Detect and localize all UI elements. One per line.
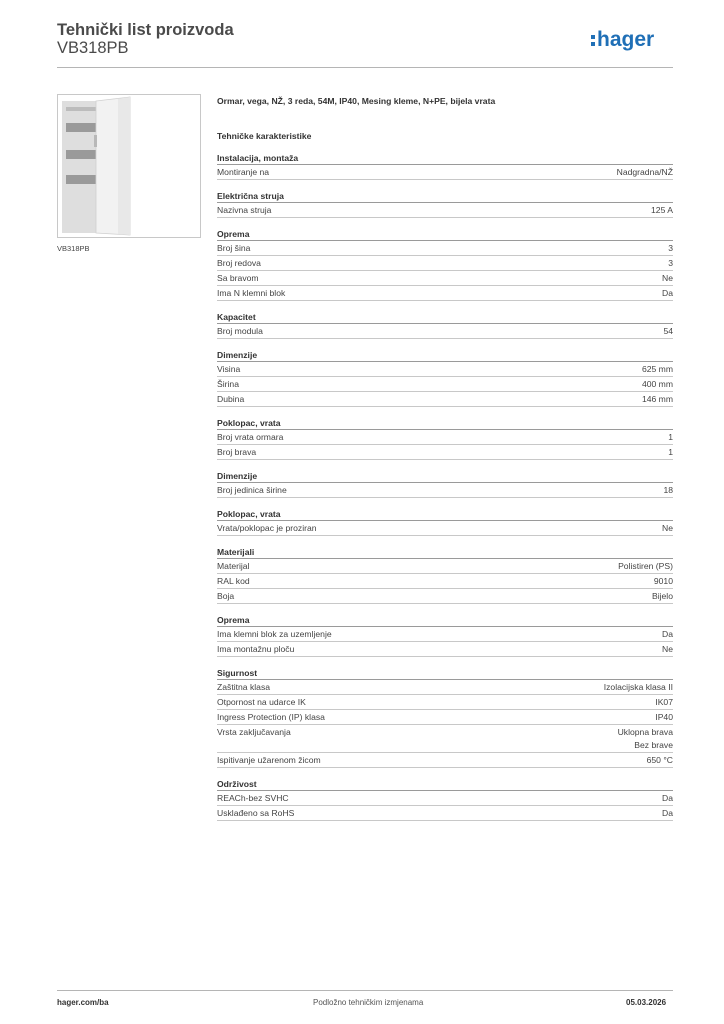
spec-row [217, 324, 673, 339]
spec-row [217, 377, 673, 392]
spec-value [668, 431, 673, 444]
spec-row [217, 241, 673, 256]
spec-value-line: Ne [662, 644, 673, 654]
spec-group-title: Sigurnost [217, 667, 673, 680]
spec-row [217, 574, 673, 589]
spec-value-line: 400 mm [641, 379, 673, 389]
spec-label: RAL kod [217, 576, 250, 586]
spec-group-title: Oprema [217, 228, 673, 241]
spec-value [662, 287, 673, 300]
spec-row [217, 680, 673, 695]
spec-label: Broj modula [217, 326, 263, 336]
spec-value [662, 272, 673, 285]
spec-value [662, 643, 673, 656]
spec-row [217, 791, 673, 806]
spec-value [668, 257, 673, 270]
spec-group [217, 349, 673, 407]
spec-value-line: 3 [668, 243, 673, 253]
spec-label: Ispitivanje užarenom žicom [217, 755, 321, 765]
spec-value [663, 325, 673, 338]
spec-value [668, 242, 673, 255]
spec-row [217, 521, 673, 536]
spec-group-title: Održivost [217, 778, 673, 791]
spec-label: Boja [217, 591, 235, 601]
spec-value [663, 484, 673, 497]
spec-label: Broj vrata ormara [217, 432, 284, 442]
spec-label: REACh-bez SVHC [217, 793, 289, 803]
spec-value-line: IP40 [655, 712, 673, 722]
spec-value-line: Izolacijska klasa II [603, 682, 673, 692]
spec-group-title: Materijali [217, 546, 673, 559]
spec-row [217, 256, 673, 271]
spec-label: Montiranje na [217, 167, 270, 177]
footer-website[interactable]: hager.com/ba [57, 998, 109, 1007]
spec-value [651, 204, 673, 217]
spec-label: Ingress Protection (IP) klasa [217, 712, 325, 722]
hager-logo [591, 25, 675, 57]
spec-label: Broj brava [217, 447, 257, 457]
spec-group-title: Električna struja [217, 190, 673, 203]
footer-divider [57, 990, 673, 991]
spec-value [642, 378, 673, 391]
spec-value-line: 54 [663, 326, 673, 336]
product-image [57, 94, 201, 238]
spec-row [217, 710, 673, 725]
spec-value [655, 696, 673, 709]
spec-label: Otpornost na udarce IK [217, 697, 306, 707]
header-divider [57, 67, 673, 68]
spec-row [217, 589, 673, 604]
spec-value [617, 166, 673, 179]
spec-row [217, 203, 673, 218]
spec-group-title: Poklopac, vrata [217, 508, 673, 521]
spec-label: Ima N klemni blok [217, 288, 286, 298]
spec-group [217, 546, 673, 604]
spec-row [217, 642, 673, 657]
spec-row [217, 483, 673, 498]
spec-value-line: 18 [663, 485, 673, 495]
spec-group [217, 614, 673, 657]
spec-value-line: Da [662, 288, 673, 298]
spec-row [217, 627, 673, 642]
spec-group [217, 190, 673, 218]
spec-label: Ima klemni blok za uzemljenje [217, 629, 332, 639]
spec-value-line: 625 mm [641, 364, 673, 374]
spec-value-line: IK07 [655, 697, 673, 707]
spec-value [662, 807, 673, 820]
spec-group [217, 470, 673, 498]
spec-value-line: 1 [668, 432, 673, 442]
spec-label: Dubina [217, 394, 245, 404]
spec-row [217, 286, 673, 301]
spec-value [662, 628, 673, 641]
product-image-caption: VB318PB [57, 244, 90, 253]
specifications [217, 94, 673, 821]
spec-value [642, 363, 673, 376]
spec-group [217, 417, 673, 460]
spec-row [217, 392, 673, 407]
spec-value-line: Bijelo [651, 591, 673, 601]
footer-date: 05.03.2026 [626, 998, 667, 1007]
spec-value [618, 560, 673, 573]
spec-value-line: 3 [668, 258, 673, 268]
spec-label: Visina [217, 364, 241, 374]
spec-value-line: 125 A [651, 205, 673, 215]
spec-label: Zaštitna klasa [217, 682, 271, 692]
spec-group [217, 778, 673, 821]
spec-group-title: Oprema [217, 614, 673, 627]
spec-row [217, 806, 673, 821]
spec-value [642, 393, 673, 406]
spec-group-title: Dimenzije [217, 470, 673, 483]
spec-value [654, 575, 673, 588]
spec-value-line: Da [662, 629, 673, 639]
spec-group-title: Instalacija, montaža [217, 152, 673, 165]
spec-value-line: Ne [662, 273, 673, 283]
spec-group [217, 228, 673, 301]
cabinet-illustration [58, 95, 200, 237]
spec-label: Vrata/poklopac je proziran [217, 523, 317, 533]
page-title: Tehnički list proizvoda [57, 21, 234, 39]
spec-label: Sa bravom [217, 273, 259, 283]
spec-row [217, 165, 673, 180]
spec-label: Nazivna struja [217, 205, 272, 215]
spec-row [217, 362, 673, 377]
spec-group-title: Poklopac, vrata [217, 417, 673, 430]
spec-label: Broj jedinica širine [217, 485, 287, 495]
spec-group [217, 152, 673, 180]
spec-row [217, 753, 673, 768]
product-description: Ormar, vega, NŽ, 3 reda, 54M, IP40, Mesing kleme, N+PE, bijela vrata [217, 96, 496, 106]
spec-value-line: 650 °C [646, 755, 673, 765]
spec-groups [217, 152, 673, 821]
spec-value-line: Bez brave [634, 740, 673, 750]
spec-value [618, 726, 673, 752]
spec-label: Broj redova [217, 258, 261, 268]
spec-row [217, 695, 673, 710]
footer-note: Podložno tehničkim izmjenama [313, 998, 424, 1007]
spec-label: Usklađeno sa RoHS [217, 808, 295, 818]
spec-value [604, 681, 673, 694]
spec-value [662, 792, 673, 805]
spec-label: Širina [217, 379, 239, 389]
spec-value-line: Ne [662, 523, 673, 533]
spec-value [662, 522, 673, 535]
spec-group-title: Kapacitet [217, 311, 673, 324]
spec-row [217, 430, 673, 445]
spec-row [217, 725, 673, 753]
spec-value [652, 590, 673, 603]
spec-value-line: Nadgradna/NŽ [616, 167, 673, 177]
spec-value [668, 446, 673, 459]
spec-label: Materijal [217, 561, 250, 571]
spec-value-line: 146 mm [641, 394, 673, 404]
specs-heading: Tehničke karakteristike [217, 131, 312, 141]
spec-value-line: Da [662, 793, 673, 803]
spec-group [217, 311, 673, 339]
spec-group [217, 667, 673, 768]
spec-label: Broj šina [217, 243, 251, 253]
spec-value-line: 9010 [653, 576, 673, 586]
spec-value-line: Da [662, 808, 673, 818]
spec-row [217, 559, 673, 574]
spec-row [217, 271, 673, 286]
spec-label: Ima montažnu ploču [217, 644, 295, 654]
spec-row [217, 445, 673, 460]
spec-label: Vrsta zaključavanja [217, 727, 291, 737]
spec-value [655, 711, 673, 724]
product-code: VB318PB [57, 39, 129, 57]
spec-value-line: Polistiren (PS) [618, 561, 673, 571]
spec-value-line: 1 [668, 447, 673, 457]
logo-text: hager [597, 28, 655, 51]
spec-value-line: Uklopna brava [617, 727, 673, 737]
spec-group [217, 508, 673, 536]
spec-group-title: Dimenzije [217, 349, 673, 362]
spec-value [647, 754, 673, 767]
